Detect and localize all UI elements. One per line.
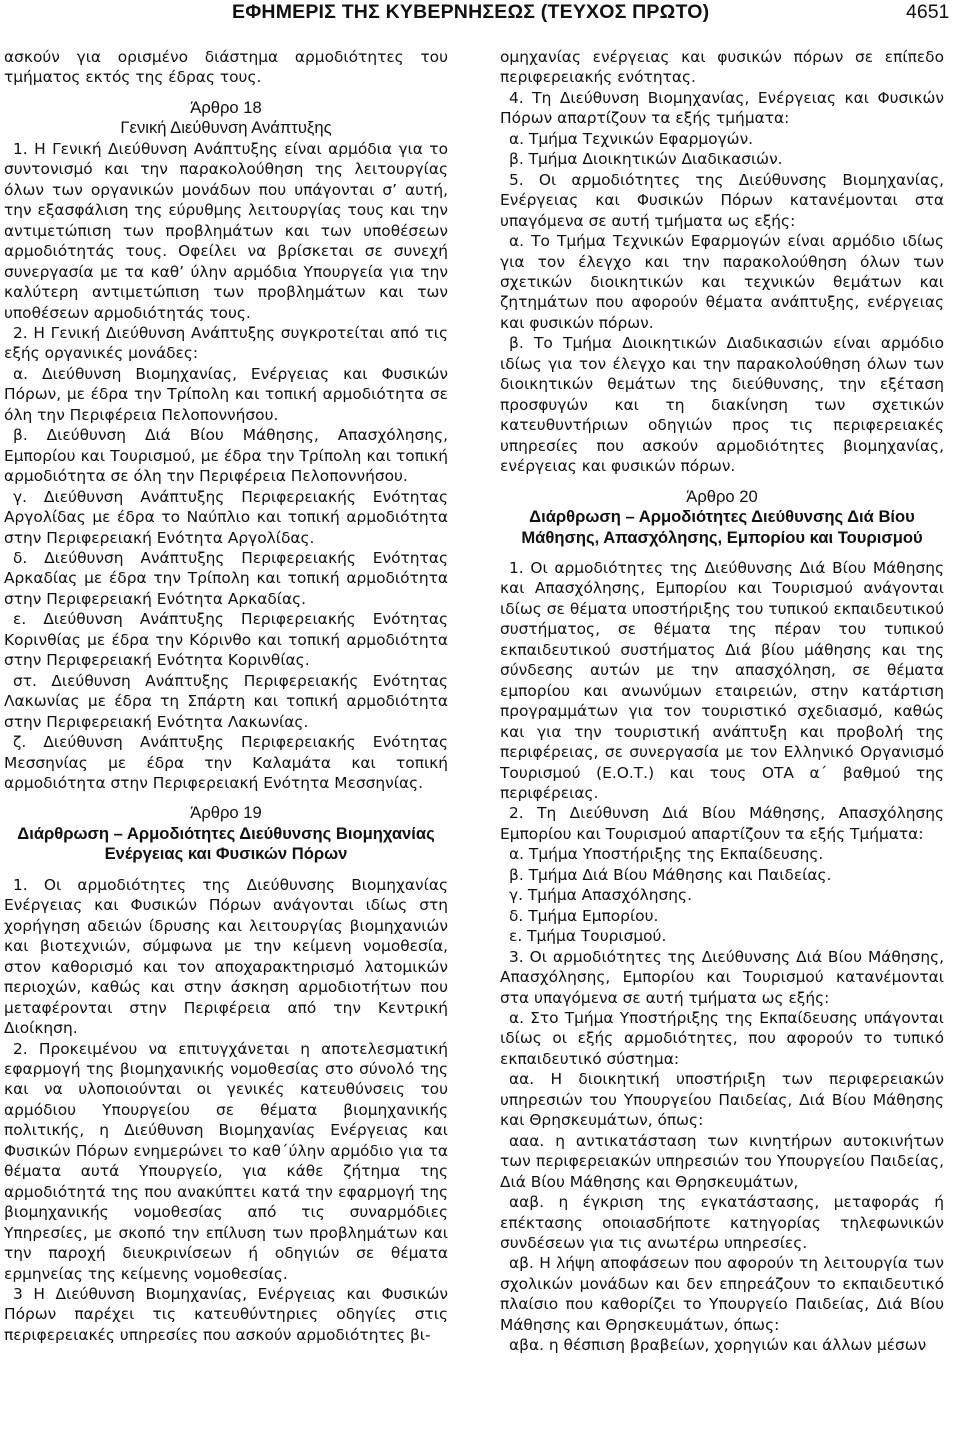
paragraph: β. Το Τμήμα Διοικητικών Διαδικασιών είναι αρμόδιο ιδίως για τον έλεγχο και την παρακολούθηση όλων των διοικητικών θεμάτων της διεύθυνσης, την εξέταση προσφυγών και τη διακίνηση των σχετικών κατευθυντήριων οδηγιών προς τις περιφερειακές υπηρεσίες που ασκούν αρμοδιότητες βιομηχανίας, ενέργειας και φυσικών πόρων.: [500, 334, 944, 476]
paragraph: 1. Οι αρμοδιότητες της Διεύθυνσης Βιομηχανίας Ενέργειας και Φυσικών Πόρων ανάγονται ιδίως στη χορήγηση αδειών ίδρυσης και λειτουργίας βιομηχανιών και βιοτεχνιών, σύμφωνα με την κείμενη νομοθεσία, στον καθορισμό και τον αποχαρακτηρισμό λατομικών περιοχών, καθώς και στην άσκηση αρμοδιοτήτων που μεταφέρονται στην Περιφέρεια από την Κεντρική Διοίκηση.: [4, 875, 448, 1038]
gazette-title: ΕΦΗΜΕΡΙΣ ΤΗΣ ΚΥΒΕΡΝΗΣΕΩΣ (ΤΕΥΧΟΣ ΠΡΩΤΟ): [232, 1, 710, 23]
left-column: [4, 47, 448, 1345]
page-number: 4651: [906, 1, 950, 23]
paragraph: α. Τμήμα Τεχνικών Εφαρμογών.: [509, 129, 754, 148]
paragraph: 1. Η Γενική Διεύθυνση Ανάπτυξης είναι αρμόδια για το συντονισμό και την παρακολούθηση της λειτουργίας όλων των οργανικών μονάδων που υπάγονται σ’ αυτή, την εξασφάλιση της εύρυθμης λειτουργίας τους και την αντιμετώπιση των προβλημάτων και των υποθέσεων αρμοδιότητάς τους. Οφείλει να βρίσκεται σε συνεχή συνεργασία με τα καθ’ ύλην αρμόδια Υπουργεία για την καλύτερη αντιμετώπιση των προβλημάτων και των υποθέσεων αρμοδιότητάς τους.: [4, 139, 448, 322]
article-heading: Γενική Διεύθυνση Ανάπτυξης: [120, 118, 332, 138]
paragraph: αβα. η θέσπιση βραβείων, χορηγιών και άλλων μέσων: [509, 1336, 927, 1355]
paragraph: β. Τμήμα Διά Βίου Μάθησης και Παιδείας.: [509, 865, 832, 884]
paragraph: ααα. η αντικατάσταση των κινητήρων αυτοκινήτων των περιφερειακών υπηρεσιών του Υπουργείου Παιδείας, Διά Βίου Μάθησης και Θρησκευμάτων,: [500, 1131, 944, 1191]
paragraph: 3. Οι αρμοδιότητες της Διεύθυνσης Διά Βίου Μάθησης, Απασχόλησης, Εμπορίου και Τουρισμού κατανέμονται στα υπαγόμενα σε αυτή τμήματα ως εξής:: [500, 947, 944, 1007]
paragraph: β. Διεύθυνση Διά Βίου Μάθησης, Απασχόλησης, Εμπορίου και Τουρισμού, με έδρα την Τρίπολη και τοπική αρμοδιότητα σε όλη την Περιφέρεια Πελοποννήσου.: [4, 426, 448, 486]
right-column: [500, 47, 944, 1356]
article-heading: Άρθρο 18: [190, 97, 262, 117]
paragraph: γ. Διεύθυνση Ανάπτυξης Περιφερειακής Ενότητας Αργολίδας με έδρα το Ναύπλιο και τοπική αρμοδιότητα στην Περιφερειακή Ενότητα Αργολίδας.: [4, 487, 448, 547]
paragraph: 2. Η Γενική Διεύθυνση Ανάπτυξης συγκροτείται από τις εξής οργανικές μονάδες:: [4, 323, 448, 363]
paragraph: 5. Οι αρμοδιότητες της Διεύθυνσης Βιομηχανίας, Ενέργειας και Φυσικών Πόρων κατανέμονται στα υπαγόμενα σε αυτή τμήματα ως εξής:: [500, 170, 944, 230]
paragraph: αβ. Η λήψη αποφάσεων που αφορούν τη λειτουργία των σχολικών μονάδων και δεν επηρεάζουν το εκπαιδευτικό πλαίσιο που καθορίζει το Υπουργείο Παιδείας, Διά Βίου Μάθησης και Θρησκευμάτων, όπως:: [500, 1254, 944, 1334]
article-heading: Άρθρο 20: [686, 486, 758, 506]
paragraph: ζ. Διεύθυνση Ανάπτυξης Περιφερειακής Ενότητας Μεσσηνίας με έδρα την Καλαμάτα και τοπική αρμοδιότητα στην Περιφερειακή Ενότητα Μεσσηνίας.: [4, 733, 448, 792]
paragraph: α. Το Τμήμα Τεχνικών Εφαρμογών είναι αρμόδιο ιδίως για τον έλεγχο και την παρακολούθηση όλων των σχετικών διοικητικών και τεχνικών θεμάτων και ζητημάτων που αφορούν θέματα ανάπτυξης, ενέργειας και φυσικών πόρων.: [500, 232, 944, 332]
article-heading: Άρθρο 19: [190, 803, 262, 823]
paragraph: ααβ. η έγκριση της εγκατάστασης, μεταφοράς ή επέκτασης οποιασδήποτε κατηγορίας τηλεφωνικών συνδέσεων για τις ανωτέρω υπηρεσίες.: [500, 1193, 944, 1252]
paragraph: ε. Τμήμα Τουρισμού.: [509, 927, 667, 946]
paragraph: ε. Διεύθυνση Ανάπτυξης Περιφερειακής Ενότητας Κορινθίας με έδρα την Κόρινθο και τοπική αρμοδιότητα στην Περιφερειακή Ενότητα Κορινθίας.: [4, 610, 448, 670]
paragraph: στ. Διεύθυνση Ανάπτυξης Περιφερειακής Ενότητας Λακωνίας με έδρα τη Σπάρτη και τοπική αρμοδιότητα στην Περιφερειακή Ενότητα Λακωνίας.: [4, 671, 448, 731]
paragraph: β. Τμήμα Διοικητικών Διαδικασιών.: [509, 150, 783, 169]
paragraph-continuation: ασκούν για ορισμένο διάστημα αρμοδιότητες του τμήματος εκτός της έδρας τους.: [4, 48, 448, 87]
paragraph: δ. Διεύθυνση Ανάπτυξης Περιφερειακής Ενότητας Αρκαδίας με έδρα την Τρίπολη και τοπική αρμοδιότητα στην Περιφερειακή Ενότητα Αρκαδίας.: [4, 548, 448, 608]
paragraph: α. Στο Τμήμα Υποστήριξης της Εκπαίδευσης υπάγονται ιδίως οι εξής αρμοδιότητες, που αφορούν το τυπικό εκπαιδευτικό σύστημα:: [500, 1008, 944, 1068]
paragraph: 4. Τη Διεύθυνση Βιομηχανίας, Ενέργειας και Φυσικών Πόρων απαρτίζουν τα εξής τμήματα:: [500, 88, 944, 128]
paragraph: 2. Τη Διεύθυνση Διά Βίου Μάθησης, Απασχόλησης Εμπορίου και Τουρισμού απαρτίζουν τα εξής Τμήματα:: [500, 804, 944, 843]
paragraph-continuation: ομηχανίας ενέργειας και φυσικών πόρων σε επίπεδο περιφερειακής ενότητας.: [500, 48, 944, 87]
paragraph: 3 Η Διεύθυνση Βιομηχανίας, Ενέργειας και Φυσικών Πόρων παρέχει τις κατευθύντηριες οδηγίες στις περιφερειακές υπηρεσίες που ασκούν αρμοδιότητες βι-: [4, 1284, 448, 1344]
paragraph: 1. Οι αρμοδιότητες της Διεύθυνσης Διά Βίου Μάθησης και Απασχόλησης, Εμπορίου και Τουρισμού ανάγονται ιδίως σε θέματα υποστήριξης του τυπικού εκπαιδευτικού συστήματος, σε θέματα της πέραν του τυπικού εκπαιδευτικού συστήματος Διά βίου μάθησης και της σύνδεσης αυτών με την απασχόληση, σε θέματα εμπορίου και ανωνύμων εταιρειών, στην κατάρτιση προγραμμάτων για τον τουριστικό σχεδιασμό, καθώς και για την τουριστική ανάπτυξη και προβολή της περιφέρειας, σε συνεργασία με τον Ελληνικό Οργανισμό Τουρισμού (Ε.Ο.Τ.) και τους ΟΤΑ α΄ βαθμού της περιφέρειας.: [500, 559, 944, 802]
paragraph: α. Τμήμα Υποστήριξης της Εκπαίδευσης.: [509, 845, 824, 864]
article-subheading: Διάρθρωση – Αρμοδιότητες Διεύθυνσης Διά Βίου Μάθησης, Απασχόλησης, Εμπορίου και Τουρισμού: [521, 507, 923, 547]
paragraph: δ. Τμήμα Εμπορίου.: [509, 906, 659, 925]
paragraph: 2. Προκειμένου να επιτυγχάνεται η αποτελεσματική εφαρμογή της βιομηχανικής νομοθεσίας στο σύνολό της και να υλοποιούνται οι γενικές κατευθύνσεις του αρμόδιου Υπουργείου σε θέματα βιομηχανικής πολιτικής, η Διεύθυνση Βιομηχανίας Ενέργειας και Φυσικών Πόρων ενημερώνει το καθ΄ύλην αρμόδιο για τα θέματα αυτά Υπουργείο, για κάθε ζήτημα της αρμοδιότητά της που ανακύπτει κατά την εφαρμογή της βιομηχανικής νομοθεσίας από τις συναρμόδιες Υπηρεσίες, με σκοπό την επίλυση των προβλημάτων και την παροχή διευκρινίσεων ή οδηγιών σε θέματα ερμηνείας της κείμενης νομοθεσίας.: [4, 1039, 448, 1283]
paragraph: α. Διεύθυνση Βιομηχανίας, Ενέργειας και Φυσικών Πόρων, με έδρα την Τρίπολη και τοπική αρμοδιότητα σε όλη την Περιφέρεια Πελοποννήσου.: [4, 364, 448, 424]
article-subheading: Διάρθρωση – Αρμοδιότητες Διεύθυνσης Βιομηχανίας Ενέργειας και Φυσικών Πόρων: [17, 823, 435, 864]
paragraph: αα. Η διοικητική υποστήριξη των περιφερειακών υπηρεσιών του Υπουργείου Παιδείας, Διά Βίου Μάθησης και Θρησκευμάτων, όπως:: [500, 1070, 944, 1130]
paragraph: γ. Τμήμα Απασχόλησης.: [509, 886, 692, 905]
page-header: [0, 0, 960, 28]
